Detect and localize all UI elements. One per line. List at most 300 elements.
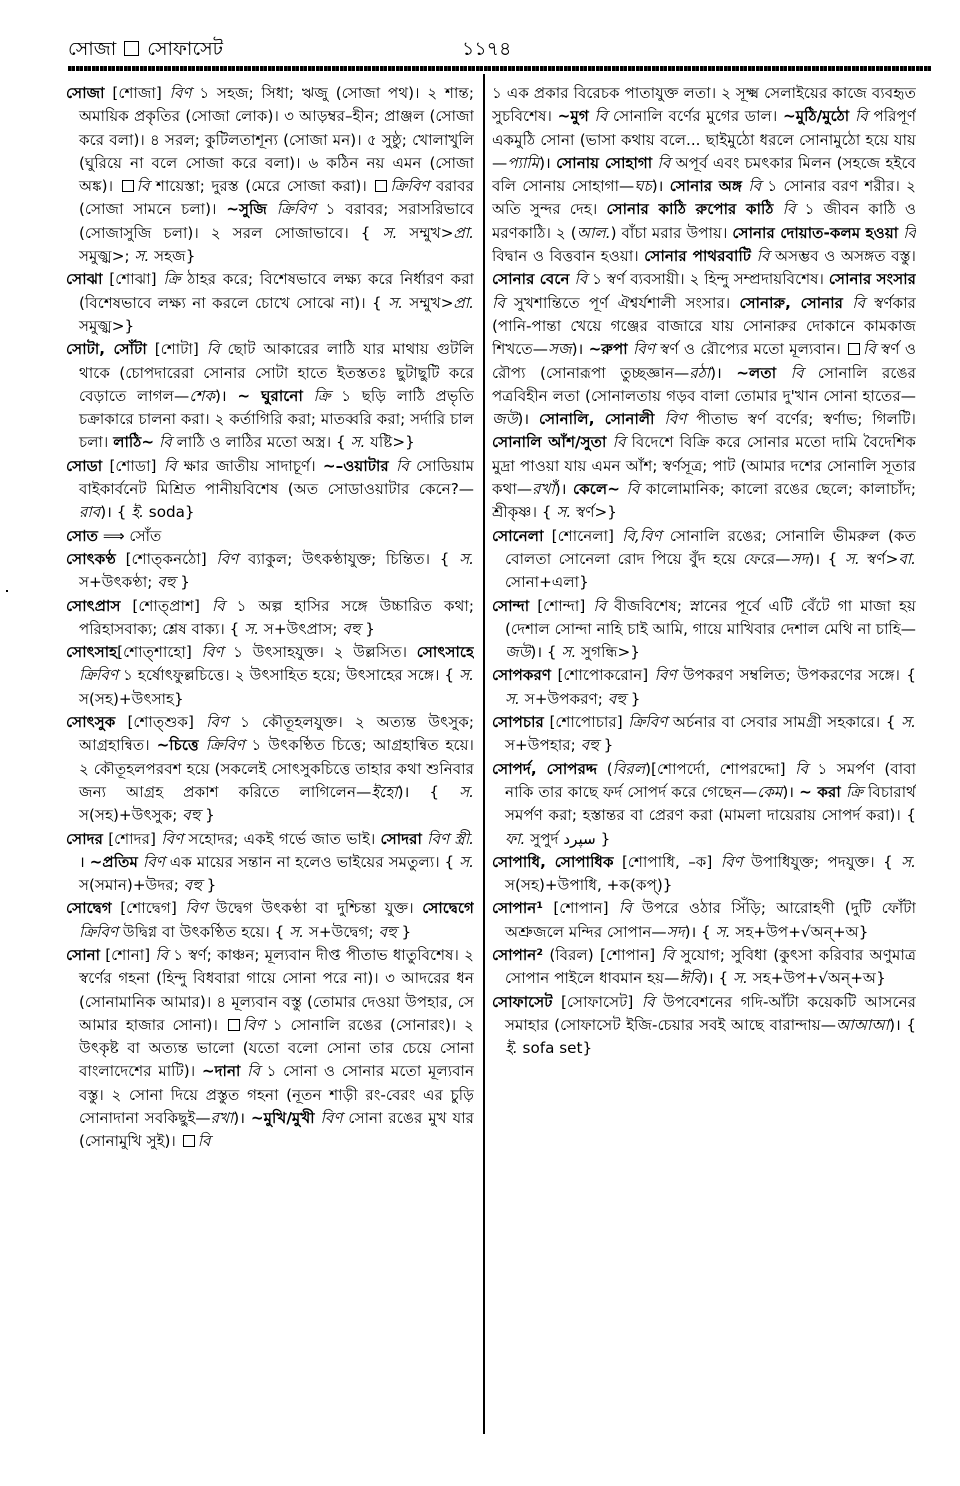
definition-text: স(সমান)+উদর; xyxy=(79,876,184,895)
grammar-label: স. xyxy=(901,852,916,871)
grammar-label: ইহো xyxy=(371,782,398,801)
definition-text: বীজবিশেষ; স্নানের পূর্বে এটি বেঁটে গা মাজা হয় (দেশাল সোন্দা নাহি চাই আমি, গায়ে মাখিবার দেশাল মেথি না চাহি— xyxy=(505,596,916,638)
grammar-label: স. xyxy=(844,549,860,568)
grammar-label: রখা xyxy=(210,1109,234,1128)
guide-words xyxy=(68,36,223,62)
definition-text: [সোফাসেট] xyxy=(552,992,642,1011)
definition-text: স্বর্ণ ও রৌপ্য (সোনারূপা তুচ্ছজ্ঞান— xyxy=(492,340,916,382)
definition-text: পীতাভ স্বর্ণ বর্ণের; স্বর্ণাভ; গিলটি। xyxy=(686,410,916,429)
guide-word-last: সোফাসেট xyxy=(147,38,223,60)
definition-text xyxy=(389,457,396,475)
grammar-label: বি xyxy=(396,456,409,475)
definition-text: )। { xyxy=(889,1015,916,1034)
definition-text xyxy=(267,200,277,218)
definition-text: স্বর্ণকার (পানি-পান্তা খেয়ে গঞ্জের বাজারে যায় সোনারুর দোকানে কামকাজ শিখতে— xyxy=(492,293,916,359)
grammar-label: ক্রি xyxy=(313,386,331,405)
dictionary-entry xyxy=(492,711,916,758)
dictionary-entry xyxy=(492,991,916,1061)
grammar-label: স. xyxy=(388,293,403,312)
headword: সোনা xyxy=(66,945,101,964)
headword: সোৎসাহ xyxy=(66,643,118,662)
dictionary-entry xyxy=(66,828,474,898)
grammar-label: ই. xyxy=(505,1039,518,1058)
dictionary-entry xyxy=(492,897,916,944)
definition-text: সমুজ্ঝ>; xyxy=(79,247,135,266)
page-number: ১১৭৪ xyxy=(462,38,512,60)
definition-text: ১ সমর্পণ (বাবা নাকি তার কাছে ফর্দ সোপর্দ করে গেছেন— xyxy=(505,759,916,801)
dictionary-entry xyxy=(492,595,916,665)
definition-text xyxy=(774,200,783,218)
definition-text: স+উদ্বেগ; xyxy=(304,922,379,941)
grammar-label: বিণ স্ত্রী. xyxy=(427,829,474,848)
definition-text: সম্মুখ> xyxy=(397,223,454,242)
definition-text: ১ স্বর্ণ; কাঞ্চন; মূল্যবান দীপ্ত পীতাভ ধাতুবিশেষ। ২ স্বর্ণের গহনা (হিন্দু বিধবারা গায়ে সোনা পরে না)। ৩ আদরের ধন (সোনামানিক আমার)। ৪ মূল্যবান বস্তু (তোমার দেওয়া উপহার, সে আমার হাজার সোনা)। xyxy=(79,945,474,1034)
grammar-label: বিণ xyxy=(169,84,192,102)
headword: সোনারু, সোনার xyxy=(739,293,843,312)
definition-text: কালোমানিক; কালো রঙের ছেলে; কালাচাঁদ; শ্রীকৃষ্ণ। { xyxy=(492,480,916,522)
guide-separator-box-icon xyxy=(124,41,139,56)
definition-text: ১ বরাবর; সরাসরিভাবে (সোজাসুজি চলা)। ২ সরল সোজাভাবে। { xyxy=(79,200,474,242)
grammar-label: বিণ xyxy=(216,549,239,568)
persian-script: سپرد xyxy=(563,829,596,848)
definition-text: স+উপহার; xyxy=(505,736,581,755)
definition-text: ১ সোনার বরণ শরীর। ২ অতি সুন্দর দেহ। xyxy=(492,177,916,219)
definition-text: )। { xyxy=(397,782,460,801)
headword: সোফাসেট xyxy=(492,992,553,1011)
definition-text: সুখশান্তিতে পূর্ণ ঐশ্বর্যশালী সংসার। xyxy=(504,293,740,312)
grammar-label: প্রা. xyxy=(453,223,474,242)
grammar-label: বা. xyxy=(898,549,916,568)
headword: সোনেলা xyxy=(492,526,544,545)
headword: সোপচার xyxy=(492,713,544,732)
grammar-label: বি xyxy=(795,759,808,778)
definition-text xyxy=(776,364,790,382)
headword: সোনালি, সোনালী xyxy=(538,410,655,429)
definition-text: অসম্ভব ও অসঙ্গত বস্তু। xyxy=(769,247,916,266)
grammar-label: বি xyxy=(593,596,607,615)
definition-text: )। xyxy=(554,480,574,499)
section-box-icon xyxy=(375,180,387,192)
grammar-label: বহু xyxy=(183,876,202,895)
section-box-icon xyxy=(122,180,134,192)
grammar-label: স. xyxy=(459,782,474,801)
headword: কেলে~ xyxy=(573,480,620,499)
grammar-label: বি xyxy=(136,177,150,196)
definition-text: )। { xyxy=(684,922,716,941)
grammar-label: ই. xyxy=(131,503,144,522)
definition-text: } xyxy=(201,876,217,895)
definition-text: sofa set} xyxy=(517,1039,593,1058)
definition-text: বিদ্বান ও বিত্তবান হওয়া। xyxy=(492,247,645,266)
headword: সোপকরণ xyxy=(492,666,552,685)
definition-text: )। xyxy=(571,340,589,359)
definition-text: [শোজা] xyxy=(104,84,170,102)
definition-text: সহজ} xyxy=(149,247,196,266)
grammar-label: আআআ xyxy=(835,1015,890,1034)
definition-text: সহোদর; একই গর্ভে জাত ভাই। xyxy=(183,829,381,848)
grammar-label: শেক xyxy=(189,386,215,405)
definition-text: ঠাহর করে; বিশেষভাবে লক্ষ্য করে নির্ধারণ করা (বিশেষভাবে লক্ষ্য না করলে চোখে সোঝে না)। { xyxy=(79,270,474,312)
headword: ~প্রতিম xyxy=(89,852,138,871)
definition-text: সমুজ্ঝ>} xyxy=(79,316,135,335)
definition-text: সহ+উপ+√অন্+অ} xyxy=(747,969,886,988)
grammar-label: বি xyxy=(782,200,796,219)
definition-text: সম্মুখ> xyxy=(403,293,454,312)
headword: সোদ্বেগ xyxy=(66,899,112,918)
definition-text: } xyxy=(625,689,641,708)
grammar-label: জউ xyxy=(492,410,518,429)
headword: সোত xyxy=(66,526,98,545)
definition-text: [শোনা] xyxy=(100,945,156,964)
definition-text: ১ অল্প হাসির সঙ্গে উচ্চারিত কথা; পরিহাসবাক্য; শ্লেষ বাক্য। { xyxy=(79,596,474,638)
definition-text: সুপুর্দ xyxy=(525,829,564,848)
definition-text: [শোডা] xyxy=(102,456,164,475)
grammar-label: ক্রি xyxy=(845,782,863,801)
grammar-label: স. xyxy=(733,969,748,988)
grammar-label: বি xyxy=(206,340,220,359)
definition-text: )। xyxy=(233,1109,251,1128)
headword: সোৎপ্রাস xyxy=(66,596,121,615)
dictionary-entry xyxy=(66,548,474,595)
grammar-label: বি xyxy=(247,1062,260,1081)
definition-text: } xyxy=(360,619,375,638)
definition-text: সোনালি রঙের; সোনালি ভীমরুল (কত বোলতা সোনেলা রোদ পিয়ে বুঁদ হয়ে ফেরে— xyxy=(505,526,916,568)
definition-text: ১ জীবন কাঠি ও মরণকাঠি। ২ ( xyxy=(492,200,916,242)
definition-text: স্বর্ণ> xyxy=(859,549,899,568)
definition-text: । xyxy=(79,852,90,871)
definition-text: [শোপোকরোন] xyxy=(551,666,655,685)
headword: লাঠি~ xyxy=(113,433,155,452)
headword: ~মুগ xyxy=(557,107,589,126)
definition-text: স(সহ)+উৎসুক; xyxy=(79,806,183,825)
definition-text: সোনা রঙের মুখ যার (সোনামুখি সুই)। xyxy=(79,1109,474,1151)
headword: সোনালি আঁশ/সুতা xyxy=(492,433,607,452)
definition-text: ক্ষার জাতীয় সাদাচূর্ণ। xyxy=(176,456,323,475)
left-column xyxy=(66,82,474,1432)
headword: ~মুখি/মুখী xyxy=(250,1109,315,1128)
dictionary-entry xyxy=(492,944,916,991)
grammar-label: প্রা. xyxy=(453,293,474,312)
definition-text: ছোট আকারের লাঠি যার মাথায় গুটলি থাকে (চোপদারেরা সোনার সোটা হাতে ইতস্ততঃ ছুটাছুটি করে বেড়াতে লাগল— xyxy=(79,340,474,405)
grammar-label: বি xyxy=(657,153,671,172)
dictionary-entry xyxy=(66,641,474,711)
headword: ~রুপা xyxy=(588,340,628,359)
grammar-label: স. xyxy=(459,549,474,568)
definition-text: ১ ছড়ি লাঠি প্রভৃতি চক্রাকারে চালনা করা। ২ কর্তাগিরি করা; মাতব্বরি করা; সর্দারি চাল চলা। xyxy=(79,386,474,452)
definition-text: ব্যাকুল; উৎকণ্ঠাযুক্ত; চিন্তিত। { xyxy=(238,549,460,568)
headword: সোনার দোয়াত-কলম হওয়া xyxy=(732,223,899,242)
definition-text: উপবেশনের গদি-আঁটা কয়েকটি আসনের সমাহার (সোফাসেট ইজি-চেয়ার সবই আছে বারান্দায়— xyxy=(505,992,916,1034)
definition-text: অপূর্ব এবং চমৎকার মিলন (সহজে হইবে বলি সোনায় সোহাগা— xyxy=(492,153,916,196)
grammar-label: বি xyxy=(748,177,762,196)
headword: সোৎকণ্ঠ xyxy=(66,549,116,568)
definition-text: বরাবর (সোজা সামনে চলা)। xyxy=(79,177,474,219)
grammar-label: আল. xyxy=(576,223,611,242)
definition-text: বিদেশে বিক্রি করে সোনার মতো দামি বৈদেশিক মুদ্রা পাওয়া যায় এমন আঁশ; স্বর্ণসূত্র; পাট (আমার দশের সোনালি সূতার কথা— xyxy=(492,433,916,499)
grammar-label: কেম xyxy=(757,782,783,801)
grammar-label: ঈবি xyxy=(679,969,702,988)
definition-text: } xyxy=(595,829,611,848)
definition-text: বিচারার্থ সমর্পণ করা; হস্তান্তর বা প্রেরণ করা (মামলা দায়েরায় সোপর্দ করা)। { xyxy=(505,782,916,825)
scan-speck xyxy=(6,590,8,592)
definition-text: ১ সহজ; সিধা; ঋজু (সোজা পথ)। ২ শান্ত; অমায়িক প্রকৃতির (সোজা লোক)। ৩ আড়ম্বর–হীন; প্রাঞ্জল (সোজা করে বলা)। ৪ সরল; কুটিলতাশূন্য (সোজা মন)। ৫ সুষ্ঠু; খোলাখুলি (ঘুরিয়ে না বলে সোজা করে বলা)। ৬ কঠিন নয় এমন (সোজা অঙ্ক)। xyxy=(79,84,474,196)
definition-text: স+উৎকণ্ঠা; xyxy=(79,573,158,592)
definition-text: উপকরণ সম্বলিত; উপকরণের সঙ্গে। { xyxy=(676,666,916,685)
grammar-label: স. xyxy=(715,922,731,941)
headword: ~মুঠি/মুঠো xyxy=(782,107,850,126)
grammar-label: স. xyxy=(382,223,398,242)
definition-text: ১ সোনালি রঙের (সোনারং)। ২ উৎকৃষ্ট বা অত্যন্ত ভালো (যতো বলো সোনা তার চেয়ে সোনা বাংলাদেশের মাটি)। xyxy=(79,1015,474,1081)
grammar-label: বি xyxy=(618,899,632,918)
grammar-label: ফা. xyxy=(505,829,526,848)
definition-text: [শোত্প্রাশ] xyxy=(120,596,212,615)
definition-text: )। xyxy=(539,153,557,172)
definition-text xyxy=(303,387,314,405)
headword: সোটা, সোঁটা xyxy=(66,340,147,359)
definition-text: স(সহ)+উপাধি, +ক(কপ্)} xyxy=(505,876,673,895)
grammar-label: বি xyxy=(661,945,675,964)
definition-text: সহ+উপ+√অন্+অ} xyxy=(730,922,869,941)
grammar-label: বি xyxy=(903,223,916,242)
headword: ~ ঘুরানো xyxy=(237,386,303,405)
grammar-label: ক্রিবিণ xyxy=(79,666,119,685)
definition-text: [শোপোচার] xyxy=(543,713,629,732)
definition-text: )। xyxy=(651,177,670,196)
dictionary-entry xyxy=(66,595,474,642)
page-header xyxy=(68,36,932,64)
definition-text: (বিরল) [শোপান] xyxy=(543,945,662,964)
grammar-label: বিণ xyxy=(632,340,655,359)
grammar-label: বি xyxy=(612,433,626,452)
definition-text: সোনালি রঙের পত্রবিহীন লতা (সোনালতায় গড়ব বালা তোমার দু'খান সোনা হাতের— xyxy=(492,363,916,405)
grammar-label: বি,বিণ xyxy=(622,526,662,545)
headword: সোদ্বেগে xyxy=(422,899,474,918)
definition-text: স+উপকরণ; xyxy=(519,689,608,708)
headword: ~ করা xyxy=(799,782,841,801)
headword: সোপান¹ xyxy=(492,899,544,918)
dictionary-entry xyxy=(66,711,474,827)
definition-text: ১ কৌতূহলযুক্ত। ২ অত্যন্ত উৎসুক; আগ্রহান্বিত। xyxy=(79,713,474,755)
definition-text: )। { xyxy=(530,643,562,662)
dictionary-entry xyxy=(66,525,474,548)
definition-text: ১ এক প্রকার বিরেচক পাতাযুক্ত লতা। ২ সূক্ষ্ম সেলাইয়ের কাজে ব্যবহৃত সুচবিশেষ। xyxy=(492,84,916,126)
definition-text: [শোদ্বেগ] xyxy=(111,899,186,918)
headword: ~সুজি xyxy=(226,200,267,219)
definition-text: )। { xyxy=(702,969,733,988)
grammar-label: বি xyxy=(492,293,505,312)
grammar-label: বি xyxy=(863,340,876,359)
definition-text: } xyxy=(175,573,190,592)
grammar-label: বি xyxy=(626,480,640,499)
headword: সোনায় সোহাগা xyxy=(556,153,653,172)
grammar-label: বিণ xyxy=(654,666,677,685)
definition-text: ( xyxy=(597,759,613,778)
definition-text: যষ্টি>} xyxy=(365,433,415,452)
definition-text: ১ উৎকণ্ঠিত চিত্তে; আগ্রহান্বিত হয়ে। ২ কৌতূহলপরবশ হয়ে (সকলেই সোৎসুকচিত্তে তাহার কথা শুনিবার জন্য আগ্রহ প্রকাশ করিতে লাগিলেন— xyxy=(79,736,474,801)
headword: সোপান² xyxy=(492,945,544,964)
definition-text: )। xyxy=(214,386,238,405)
grammar-label: বি xyxy=(155,945,169,964)
definition-text: [শোদর] xyxy=(102,829,162,848)
grammar-label: ক্রিবিণ xyxy=(628,713,668,732)
headword: সোডা xyxy=(66,456,103,475)
grammar-label: বিণ xyxy=(664,410,687,429)
definition-text: সোডিয়াম বাইকার্বনেট মিশ্রিত পানীয়বিশেষ (অত সোডাওয়াটার কেনে?— xyxy=(79,456,474,499)
grammar-label: বহু xyxy=(580,736,599,755)
definition-text: উপাধিযুক্ত; পদযুক্ত। { xyxy=(742,852,902,871)
grammar-label: বি xyxy=(158,433,172,452)
definition-text: )। xyxy=(517,410,539,429)
right-column xyxy=(492,82,916,1432)
dictionary-entry xyxy=(66,268,474,338)
grammar-label: সজ xyxy=(548,340,572,359)
grammar-label: বি xyxy=(574,270,588,289)
definition-text: উদ্বেগ উৎকণ্ঠা বা দুশ্চিন্তা যুক্ত। xyxy=(207,899,423,918)
definition-text: ১ হর্ষোৎফুল্লচিত্তে। ২ উৎসাহিত হয়ে; উৎসাহের সঙ্গে। { xyxy=(118,666,460,685)
definition-text: সোনা+এলা} xyxy=(505,573,589,592)
definition-text: } xyxy=(200,806,215,825)
dictionary-entry xyxy=(66,944,474,1154)
headword: সোনার বেনে xyxy=(492,270,570,289)
definition-text: অর্চনার বা সেবার সামগ্রী সহকারে। { xyxy=(667,713,902,732)
dictionary-entry xyxy=(492,525,916,595)
headword: সোৎসুক xyxy=(66,713,116,732)
grammar-label: ক্রিবিণ xyxy=(205,736,245,755)
grammar-label: সদ xyxy=(790,549,809,568)
grammar-label: বিণ xyxy=(161,829,184,848)
definition-text xyxy=(199,736,206,754)
definition-text: স্বর্ণ>} xyxy=(571,503,617,522)
definition-text: )[শোপর্দো, শোপরদ্দো] xyxy=(645,759,796,778)
definition-text: ১ সোনা ও সোনার মতো মূল্যবান বস্তু। ২ সোনা দিয়ে প্রস্তুত গহনা (নূতন শাড়ী রং-বেরং এর চুড়ি সোনাদানা সবকিছুই— xyxy=(79,1062,474,1128)
grammar-label: স. xyxy=(459,852,474,871)
grammar-label: বহু xyxy=(607,689,626,708)
definition-text: সুযোগ; সুবিধা (কুৎসা করিবার অণুমাত্র সোপান পাইলে ধাবমান হয়— xyxy=(505,945,916,988)
grammar-label: ক্রি xyxy=(163,270,181,289)
definition-text: } xyxy=(396,922,412,941)
definition-text: ১ স্বর্ণ ব্যবসায়ী। ২ হিন্দু সম্প্রদায়বিশেষ। xyxy=(587,270,829,289)
section-box-icon xyxy=(228,1019,240,1031)
grammar-label: স. xyxy=(561,643,577,662)
grammar-label: রখাঁ xyxy=(532,480,555,499)
definition-text: [শোটা] xyxy=(146,340,207,359)
headword: সোপর্দ, সোপরদ্দ xyxy=(492,759,598,778)
grammar-label: বিণ xyxy=(201,643,224,662)
grammar-label: বিণ xyxy=(142,852,165,871)
definition-text: )। xyxy=(710,363,737,382)
dictionary-entry xyxy=(492,664,916,711)
definition-text: [শোত্কনঠো] xyxy=(115,549,217,568)
grammar-label: বিরল xyxy=(612,759,646,778)
headword: সোন্দা xyxy=(492,596,530,615)
dictionary-entry xyxy=(492,851,916,898)
grammar-label: ক্রিবিণ xyxy=(390,177,430,196)
definition-text: এক মায়ের সন্তান না হলেও ভাইয়ের সমতুল্য। { xyxy=(164,852,460,871)
grammar-label: স. xyxy=(459,666,474,685)
grammar-label: প্যামি xyxy=(507,153,540,172)
header-rule xyxy=(68,66,932,71)
definition-text: [শোত্শাহো] xyxy=(117,643,202,662)
dictionary-entry xyxy=(66,455,474,525)
definition-text: )। xyxy=(782,782,800,801)
definition-text: ) বাঁচা মরার উপায়। xyxy=(610,223,733,242)
grammar-label: ক্রিবিণ xyxy=(79,922,119,941)
dictionary-entry xyxy=(66,82,474,268)
grammar-label: স. xyxy=(350,433,366,452)
guide-word-first: সোজা xyxy=(68,38,117,60)
definition-text: সুগন্ধি>} xyxy=(576,643,640,662)
definition-text: স+উৎপ্রাস; xyxy=(259,619,343,638)
dictionary-entry xyxy=(492,758,916,851)
grammar-label: ক্রিবিণ xyxy=(276,200,316,219)
definition-text xyxy=(843,294,852,312)
grammar-label: বিণ xyxy=(185,899,208,918)
headword: ~চিত্তে xyxy=(156,736,199,755)
grammar-label: স. xyxy=(244,619,260,638)
grammar-label: বি xyxy=(197,1132,211,1151)
headword: ~–ওয়াটার xyxy=(322,456,389,475)
definition-text: soda} xyxy=(143,503,195,522)
definition-text: [শোপান] xyxy=(543,899,619,918)
definition-text: )। { xyxy=(808,549,845,568)
column-divider xyxy=(483,74,485,1434)
grammar-label: বিণ xyxy=(206,713,228,732)
headword: সোপাধি, সোপাধিক xyxy=(492,852,614,871)
grammar-label: স. xyxy=(289,922,305,941)
grammar-label: বিণ xyxy=(320,1109,343,1128)
dictionary-entry xyxy=(66,338,474,454)
definition-text xyxy=(655,410,665,428)
grammar-label: বি xyxy=(756,247,770,266)
headword: ~লতা xyxy=(736,363,777,382)
definition-text: } xyxy=(598,736,614,755)
grammar-label: বি xyxy=(852,293,866,312)
definition-text: ১ উৎসাহযুক্ত। ২ উল্লসিত। xyxy=(223,643,417,662)
definition-text: [শোনেলা] xyxy=(543,526,623,545)
definition-text: পরিপূর্ণ একমুঠি সোনা (ভাসা কথায় বলে... ছাইমুঠো ধরলে সোনামুঠো হয়ে যায়— xyxy=(492,107,916,172)
grammar-label: রাব xyxy=(79,503,101,522)
grammar-label: বহু xyxy=(378,922,397,941)
grammar-label: স. xyxy=(134,247,150,266)
definition-text: [শোত্শুক] xyxy=(115,713,207,732)
grammar-label: বহু xyxy=(182,806,201,825)
grammar-label: বি xyxy=(641,992,655,1011)
grammar-label: স. xyxy=(505,689,520,708)
definition-text: শায়েস্তা; দুরস্ত (মেরে সোজা করা)। xyxy=(149,177,374,196)
headword: সোজা xyxy=(66,84,105,102)
grammar-label: বহু xyxy=(342,619,361,638)
headword: সোঝা xyxy=(66,270,103,289)
headword: ~দানা xyxy=(201,1062,241,1081)
dictionary-entry xyxy=(66,897,474,944)
grammar-label: স. xyxy=(901,713,916,732)
definition-text: স্বর্ণ ও রৌপ্যের মতো মূল্যবান। xyxy=(654,340,847,359)
definition-text: [শোঝা] xyxy=(102,270,164,289)
grammar-label: ঘচ xyxy=(634,177,652,196)
headword: সোনার অঙ্গ xyxy=(669,177,743,196)
grammar-label: বি xyxy=(790,363,804,382)
entry-continuation xyxy=(492,82,916,525)
grammar-label: জউ xyxy=(505,643,531,662)
headword: সোনার পাথরবাটি xyxy=(644,247,752,266)
headword: সোদর xyxy=(66,829,103,848)
headword: সোদরা xyxy=(380,829,422,848)
grammar-label: স. xyxy=(556,503,572,522)
grammar-label: বিণ xyxy=(720,852,743,871)
grammar-label: বি xyxy=(594,107,608,126)
grammar-label: বহু xyxy=(157,573,176,592)
grammar-label: রঠা xyxy=(689,363,711,382)
